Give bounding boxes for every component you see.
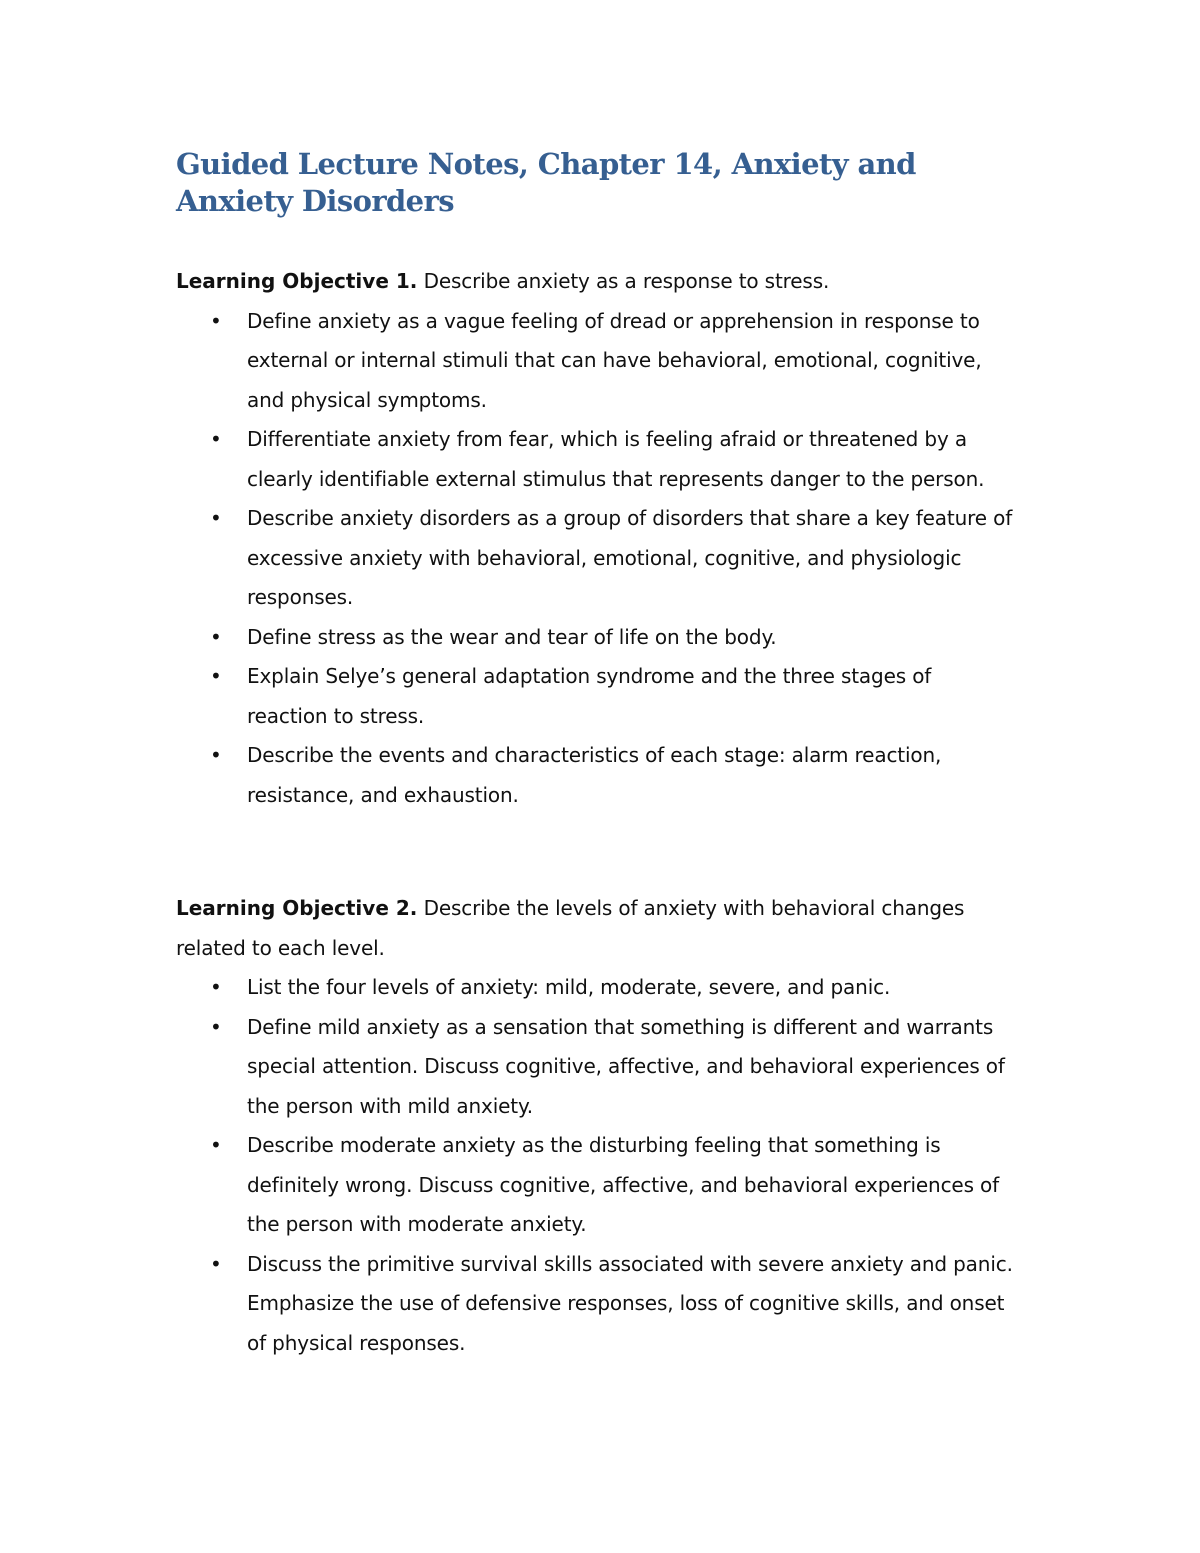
list-item xyxy=(176,968,1016,1008)
list-item-text: Differentiate anxiety from fear, which is feeling afraid or threatened by a clearly identifiable external stimulus that represents danger to the person. xyxy=(247,427,985,491)
list-item xyxy=(176,1126,1016,1245)
list-item xyxy=(176,499,1016,618)
learning-objective-2 xyxy=(176,889,1016,1363)
objective-text: Describe the levels of anxiety with behavioral changes related to each level. xyxy=(176,896,965,960)
list-item-text: Describe anxiety disorders as a group of disorders that share a key feature of excessive anxiety with behavioral, emotional, cognitive, and physiologic responses. xyxy=(247,506,1013,609)
list-item xyxy=(176,1008,1016,1127)
bullet-icon: • xyxy=(210,1014,222,1039)
list-item-text: Describe the events and characteristics of each stage: alarm reaction, resistance, and exhaustion. xyxy=(247,743,942,807)
list-item xyxy=(176,618,1016,658)
list-item-text: Define stress as the wear and tear of life on the body. xyxy=(247,624,777,649)
bullet-icon: • xyxy=(210,975,222,999)
bullet-icon: • xyxy=(210,506,222,530)
bullet-list xyxy=(176,968,1016,1363)
list-item xyxy=(176,302,1016,421)
bullet-icon: • xyxy=(210,427,222,451)
objective-text: Describe anxiety as a response to stress. xyxy=(417,269,830,293)
bullet-icon: • xyxy=(210,308,222,333)
bullet-icon: • xyxy=(210,664,222,688)
bullet-icon: • xyxy=(210,1133,222,1157)
list-item xyxy=(176,736,1016,815)
list-item-text: Discuss the primitive survival skills associated with severe anxiety and panic. Emphasize the use of defensive responses, loss of cognitive skills, and onset of physical responses. xyxy=(247,1251,1013,1355)
bullet-list xyxy=(176,302,1016,816)
list-item-text: Explain Selye’s general adaptation syndrome and the three stages of reaction to stress. xyxy=(247,664,932,728)
bullet-icon: • xyxy=(210,1251,222,1276)
list-item-text: Define mild anxiety as a sensation that something is different and warrants special attention. Discuss cognitive, affective, and behavioral experiences of the person with mild anxiety. xyxy=(247,1014,1005,1118)
list-item-text: Describe moderate anxiety as the disturbing feeling that something is definitely wrong. Discuss cognitive, affective, and behavioral experiences of the person with moderate anxiety. xyxy=(247,1133,1000,1236)
list-item-text: Define anxiety as a vague feeling of dread or apprehension in response to external or internal stimuli that can have behavioral, emotional, cognitive, and physical symptoms. xyxy=(247,308,982,412)
list-item xyxy=(176,420,1016,499)
bullet-icon: • xyxy=(210,624,222,649)
bullet-icon: • xyxy=(210,743,222,767)
list-item xyxy=(176,1245,1016,1364)
list-item xyxy=(176,657,1016,736)
objective-heading xyxy=(176,262,1016,302)
page-title: Guided Lecture Notes, Chapter 14, Anxiety and Anxiety Disorders xyxy=(176,147,916,218)
objective-heading xyxy=(176,889,1016,968)
list-item-text: List the four levels of anxiety: mild, moderate, severe, and panic. xyxy=(247,975,891,999)
objective-label: Learning Objective 2. xyxy=(176,896,418,920)
learning-objective-1 xyxy=(176,262,1016,815)
objective-label: Learning Objective 1. xyxy=(176,269,418,293)
